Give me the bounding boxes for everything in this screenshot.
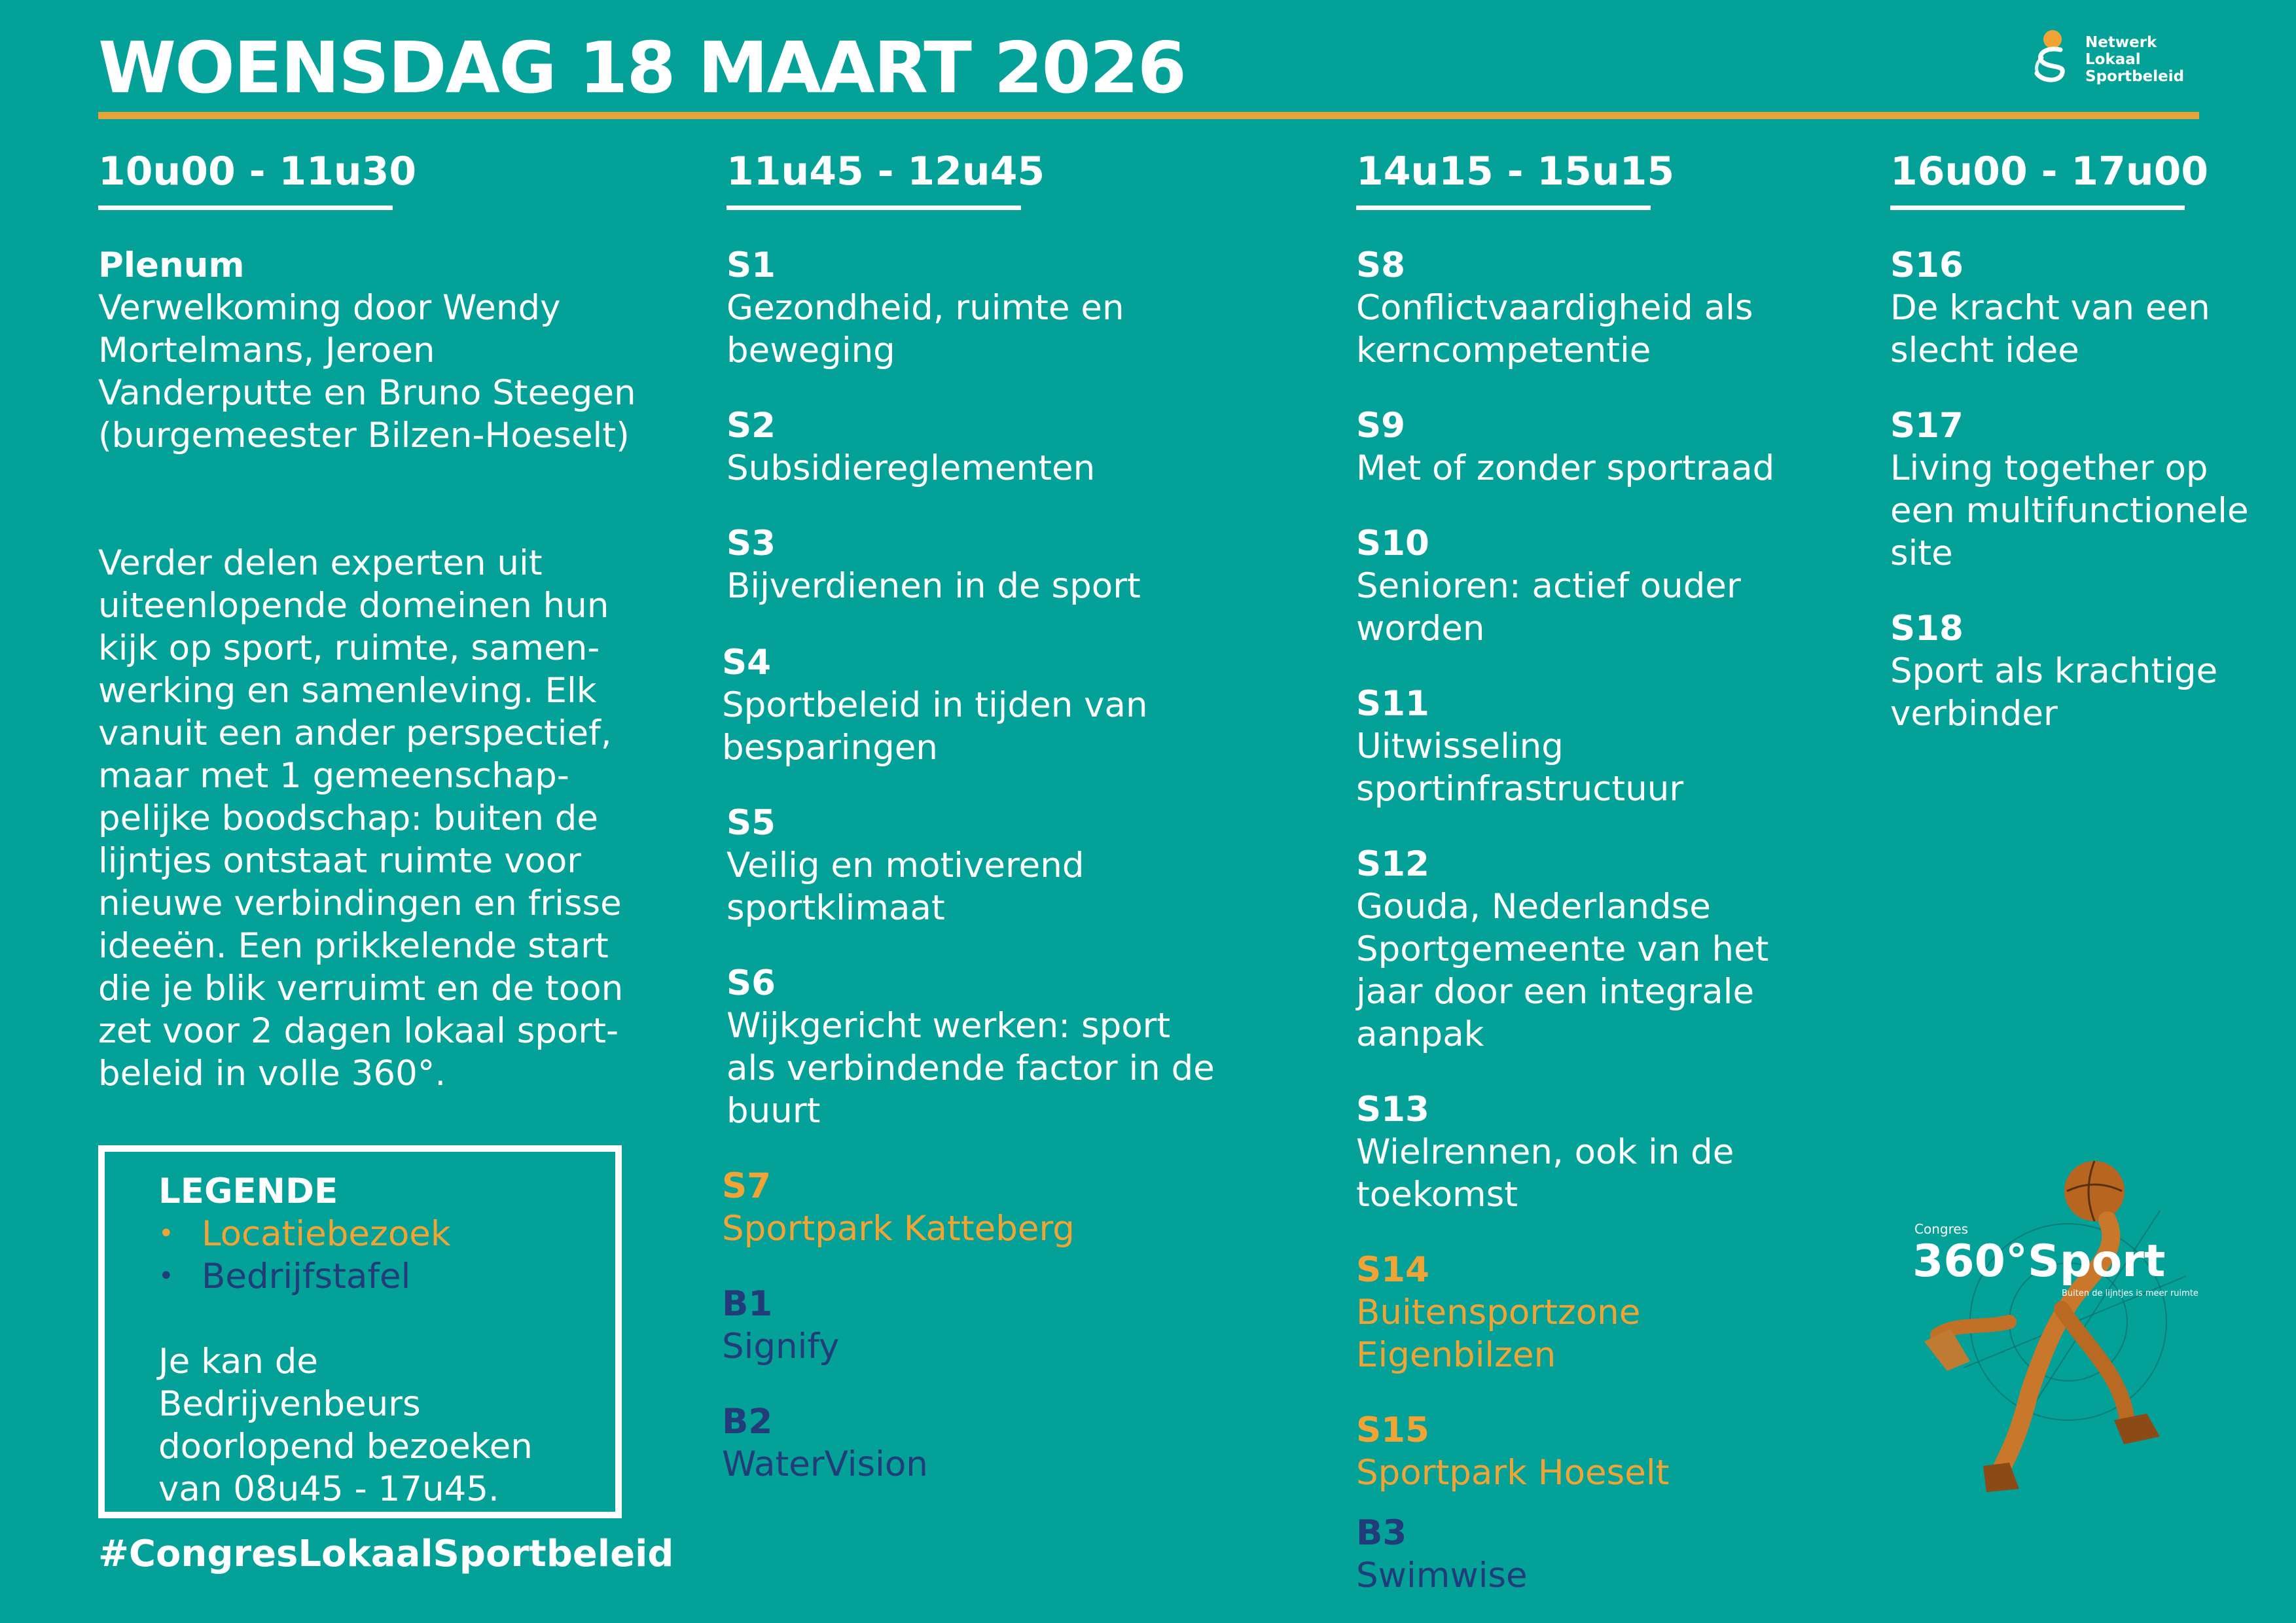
session-item (1890, 607, 2257, 735)
session-item (1356, 244, 1847, 372)
session-code: B2 (722, 1402, 773, 1442)
session-title: Subsidiereglementen (726, 448, 1096, 488)
plenum-intro: Verder delen experten uit uiteenlopende domeinen hun kijk op sport, ruimte, samen-werking en samenleving. Elk vanuit een ander perspectief, maar met 1 gemeenschap-pelijke boodschap: buiten de lijntjes ontstaat ruimte voor nieuwe verbindingen en frisse ideeën. Een prikkelende start die je blik verruimt en de toon zet voor 2 dagen lokaal sport-beleid in volle 360°. (98, 543, 624, 1094)
session-title: Living together op een multifunctionele site (1890, 448, 2249, 573)
session-title: Sport als krachtige verbinder (1890, 651, 2218, 734)
timeslot-heading-2: 11u45 - 12u45 (726, 144, 1021, 210)
session-code: B1 (722, 1284, 773, 1324)
location-visit-item (722, 1165, 1246, 1250)
session-title: Wielrennen, ook in de toekomst (1356, 1132, 1734, 1215)
session-item (1356, 1088, 1847, 1216)
session-title: Signify (722, 1327, 840, 1366)
timeslot-heading-1: 10u00 - 11u30 (98, 144, 393, 210)
legend-title: LEGENDE (158, 1171, 338, 1211)
company-table-item (722, 1283, 1246, 1368)
session-item (726, 244, 1250, 372)
session-title: Bijverdienen in de sport (726, 566, 1141, 606)
session-code: S1 (726, 245, 776, 285)
session-title: Sportbeleid in tijden van besparingen (722, 685, 1148, 768)
session-item (1356, 843, 1847, 1056)
session-title: Gouda, Nederlandse Sportgemeente van het jaar door een integrale aanpak (1356, 887, 1769, 1054)
session-title: WaterVision (722, 1444, 928, 1484)
session-code: S13 (1356, 1090, 1429, 1130)
logo-text-line-1: Netwerk (2085, 34, 2157, 51)
session-item (1890, 404, 2283, 575)
column-3 (1356, 144, 1675, 210)
session-title: Veilig en motiverend sportklimaat (726, 846, 1085, 928)
location-visit-item (1356, 1409, 1847, 1494)
session-title: Sportpark Katteberg (722, 1209, 1075, 1249)
legend-item-location (158, 1213, 564, 1255)
legend-label-location: Locatiebezoek (202, 1214, 451, 1254)
session-item (1890, 244, 2257, 372)
session-title: Wijkgericht werken: sport als verbindende factor in de buurt (726, 1006, 1215, 1131)
session-title: Conflictvaardigheid als kerncompetentie (1356, 288, 1753, 370)
column-1 (98, 144, 417, 210)
company-table-item (722, 1400, 1246, 1486)
logo-text-line-3: Sportbeleid (2085, 68, 2185, 85)
legend-note: Je kan de Bedrijvenbeurs doorlopend bezoeken van 08u45 - 17u45. (158, 1342, 533, 1509)
session-item (1356, 683, 1847, 810)
session-title: Uitwisseling sportinfrastructuur (1356, 726, 1684, 809)
session-item (1356, 404, 1867, 490)
session-code: S18 (1890, 609, 1964, 649)
hashtag: #CongresLokaalSportbeleid (98, 1533, 674, 1575)
timeslot-heading-3: 14u15 - 15u15 (1356, 144, 1651, 210)
session-code: S6 (726, 963, 776, 1003)
plenum-title: Plenum (98, 245, 245, 285)
session-title: Senioren: actief ouder worden (1356, 566, 1741, 649)
congress-badge (1911, 1158, 2199, 1518)
session-code: S17 (1890, 406, 1964, 446)
legend-box (98, 1145, 622, 1518)
session-item (726, 802, 1250, 929)
session-title: Swimwise (1356, 1556, 1528, 1596)
session-code: S5 (726, 803, 776, 843)
session-code: S2 (726, 406, 776, 446)
session-code: S7 (722, 1166, 772, 1206)
header-divider (98, 112, 2199, 119)
logo-text-line-2: Lokaal (2085, 51, 2141, 68)
session-item (726, 962, 1250, 1132)
session-code: S14 (1356, 1250, 1429, 1290)
session-code: B3 (1356, 1513, 1407, 1553)
session-code: S12 (1356, 844, 1429, 884)
organization-logo (2028, 26, 2198, 92)
session-item (726, 522, 1250, 607)
session-code: S15 (1356, 1410, 1429, 1450)
session-item (1356, 522, 1847, 650)
plenum-welcome: Verwelkoming door Wendy Mortelmans, Jeroen Vanderputte en Bruno Steegen (burgemeester Bilzen-Hoeselt) (98, 288, 636, 455)
bullet-icon: • (158, 1219, 174, 1249)
session-title: De kracht van een slecht idee (1890, 288, 2210, 370)
badge-title: 360°Sport (1912, 1236, 2166, 1287)
session-code: S16 (1890, 245, 1964, 285)
session-code: S10 (1356, 524, 1429, 563)
session-code: S4 (722, 643, 772, 683)
session-title: Gezondheid, ruimte en beweging (726, 288, 1124, 370)
session-title: Met of zonder sportraad (1356, 448, 1775, 488)
session-code: S9 (1356, 406, 1406, 446)
company-table-item (1356, 1512, 1847, 1597)
column-2 (726, 144, 1045, 210)
session-title: Buitensportzone Eigenbilzen (1356, 1293, 1641, 1375)
logo-mark-icon (2028, 26, 2080, 85)
bullet-icon: • (158, 1261, 174, 1291)
session-item (726, 404, 1250, 490)
legend-item-company (158, 1255, 564, 1298)
session-title: Sportpark Hoeselt (1356, 1453, 1670, 1493)
session-code: S8 (1356, 245, 1406, 285)
column-4 (1890, 144, 2209, 210)
location-visit-item (1356, 1249, 1847, 1376)
badge-tagline: Buiten de lijntjes is meer ruimte (2062, 1289, 2198, 1298)
timeslot-heading-4: 16u00 - 17u00 (1890, 144, 2185, 210)
congress-illustration (1911, 1158, 2199, 1518)
session-code: S3 (726, 524, 776, 563)
plenum-block (98, 244, 661, 457)
session-item (722, 641, 1246, 769)
page-title: WOENSDAG 18 MAART 2026 (98, 27, 1186, 109)
session-code: S11 (1356, 684, 1429, 724)
legend-label-company: Bedrijfstafel (202, 1257, 411, 1296)
badge-prefix: Congres (1914, 1221, 1969, 1237)
